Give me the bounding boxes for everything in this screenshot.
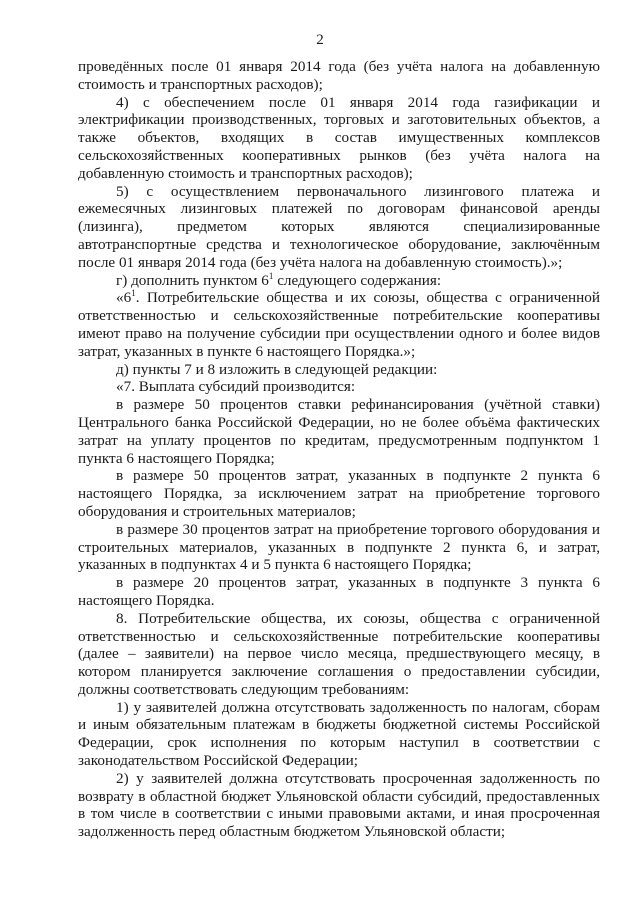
paragraph <box>78 289 600 360</box>
superscript: 1 <box>268 270 274 281</box>
paragraph: 4) с обеспечением после 01 января 2014 года газификации и электрификации производственных, торговых и заготовительных объектов, а также объектов, входящих в состав имущественных комплексов сельскохозяйственных кооперативных рынков (без учёта налога на добавленную стоимость и транспортных расходов); <box>78 93 600 182</box>
paragraph: 8. Потребительские общества, их союзы, общества с ограниченной ответственностью и сельскохозяйственные потребительские кооперативы (далее – заявители) на первое число месяца, предшествующего месяцу, в котором планируется заключение соглашения о предоставлении субсидии, должны соответствовать следующим требованиям: <box>78 609 600 698</box>
superscript: 1 <box>131 288 136 299</box>
paragraph-text: следующего содержания: <box>273 271 442 289</box>
paragraph: в размере 30 процентов затрат на приобретение торгового оборудования и строительных материалов, указанных в подпункте 2 пункта 6, и затрат, указанных в подпунктах 4 и 5 пункта 6 настоящего Порядка; <box>78 520 600 574</box>
paragraph: 2) у заявителей должна отсутствовать просроченная задолженность по возврату в областной бюджет Ульяновской области субсидий, предоставленных в том числе в соответствии с иными правовыми актами, и иная просроченная задолженность перед областным бюджетом Ульяновской области; <box>78 769 600 841</box>
paragraph-text: «6 <box>116 289 132 307</box>
paragraph: 5) с осуществлением первоначального лизингового платежа и ежемесячных лизинговых платежей по договорам финансовой аренды (лизинга), предметом которых являются специализированные автотранспортные средства и технологическое оборудование, заключённым после 01 января 2014 года (без учёта налога на добавленную стоимость).»; <box>78 182 600 271</box>
paragraph: проведённых после 01 января 2014 года (без учёта налога на добавленную стоимость и транспортных расходов); <box>78 58 600 93</box>
paragraph-text: . Потребительские общества и их союзы, общества с ограниченной ответственностью и сельскохозяйственные потребительские кооперативы имеют право на получение субсидии при осуществлении одного и более видов затрат, указанных в пункте 6 настоящего Порядка.»; <box>78 289 600 360</box>
paragraph: д) пункты 7 и 8 изложить в следующей редакции: <box>116 360 438 378</box>
paragraph: 1) у заявителей должна отсутствовать задолженность по налогам, сборам и иным обязательным платежам в бюджеты бюджетной системы Российской Федерации, срок исполнения по которым наступил в соответствии с законодательством Российской Федерации; <box>78 698 600 770</box>
document-body <box>78 58 600 841</box>
paragraph: в размере 20 процентов затрат, указанных в подпункте 3 пункта 6 настоящего Порядка. <box>78 574 600 609</box>
page-number: 2 <box>316 32 324 48</box>
paragraph: в размере 50 процентов ставки рефинансирования (учётной ставки) Центрального банка Российской Федерации, но не более объёма фактических затрат на уплату процентов по кредитам, предусмотренным подпунктом 1 пункта 6 настоящего Порядка; <box>78 396 600 467</box>
paragraph: «7. Выплата субсидий производится: <box>116 378 356 396</box>
paragraph-text: г) дополнить пунктом 6 <box>116 271 269 289</box>
paragraph: в размере 50 процентов затрат, указанных в подпункте 2 пункта 6 настоящего Порядка, за исключением затрат на приобретение торгового оборудования и строительных материалов; <box>78 467 600 520</box>
paragraph <box>78 272 600 290</box>
